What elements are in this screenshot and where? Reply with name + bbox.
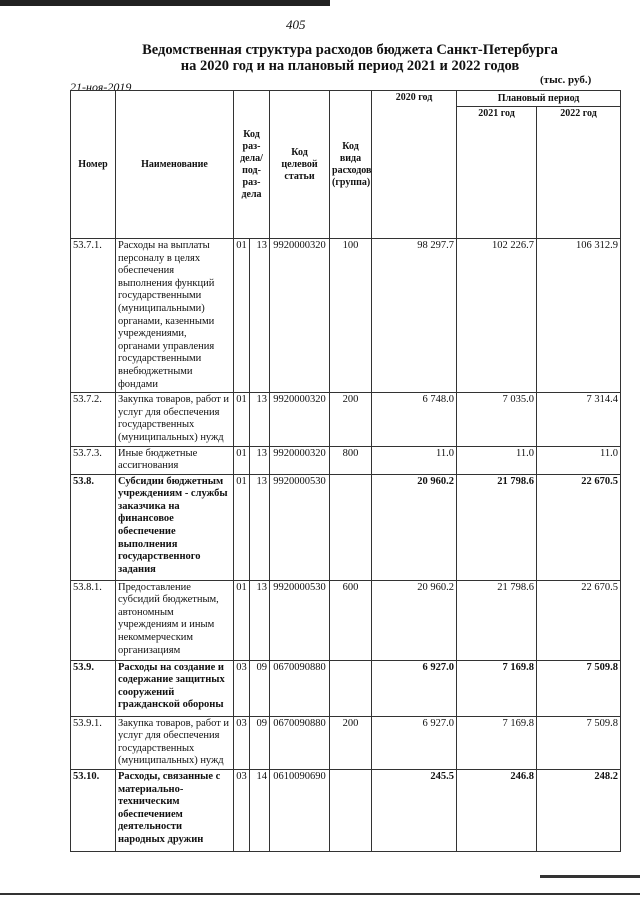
row-value-2020: 11.0 bbox=[372, 446, 457, 474]
row-expense-type-code: 200 bbox=[330, 716, 372, 769]
row-subsection-code: 09 bbox=[250, 660, 270, 716]
row-expense-type-code: 200 bbox=[330, 393, 372, 446]
row-value-2022: 7 509.8 bbox=[537, 716, 621, 769]
row-expense-type-code bbox=[330, 770, 372, 852]
row-value-2021: 21 798.6 bbox=[457, 580, 537, 660]
row-name: Иные бюджетные ассигнования bbox=[116, 446, 234, 474]
row-value-2022: 11.0 bbox=[537, 446, 621, 474]
row-value-2022: 248.2 bbox=[537, 770, 621, 852]
top-rule bbox=[0, 0, 330, 6]
row-expense-type-code: 800 bbox=[330, 446, 372, 474]
row-section-code: 03 bbox=[234, 716, 250, 769]
table-row bbox=[71, 393, 621, 446]
row-section-code: 01 bbox=[234, 580, 250, 660]
row-section-code: 01 bbox=[234, 239, 250, 393]
row-target-code: 0670090880 bbox=[270, 660, 330, 716]
row-value-2021: 246.8 bbox=[457, 770, 537, 852]
header-expense-type-code: Код вида расходов (группа) bbox=[330, 91, 372, 239]
row-number: 53.7.2. bbox=[71, 393, 116, 446]
row-value-2020: 6 927.0 bbox=[372, 660, 457, 716]
row-expense-type-code: 100 bbox=[330, 239, 372, 393]
row-value-2022: 7 509.8 bbox=[537, 660, 621, 716]
row-value-2021: 7 169.8 bbox=[457, 660, 537, 716]
row-value-2021: 21 798.6 bbox=[457, 474, 537, 580]
row-value-2022: 7 314.4 bbox=[537, 393, 621, 446]
header-year-2022: 2022 год bbox=[537, 107, 621, 239]
header-planned-period: Плановый период bbox=[457, 91, 621, 107]
budget-table bbox=[70, 90, 621, 852]
row-value-2020: 245.5 bbox=[372, 770, 457, 852]
row-number: 53.10. bbox=[71, 770, 116, 852]
table-row bbox=[71, 239, 621, 393]
row-number: 53.8.1. bbox=[71, 580, 116, 660]
row-subsection-code: 14 bbox=[250, 770, 270, 852]
table-row bbox=[71, 716, 621, 769]
row-value-2022: 22 670.5 bbox=[537, 474, 621, 580]
row-target-code: 0610090690 bbox=[270, 770, 330, 852]
row-expense-type-code bbox=[330, 660, 372, 716]
row-target-code: 9920000320 bbox=[270, 446, 330, 474]
row-target-code: 9920000530 bbox=[270, 474, 330, 580]
row-subsection-code: 09 bbox=[250, 716, 270, 769]
row-number: 53.8. bbox=[71, 474, 116, 580]
bottom-rule bbox=[0, 893, 640, 895]
row-number: 53.7.1. bbox=[71, 239, 116, 393]
row-expense-type-code bbox=[330, 474, 372, 580]
header-target-code: Код целевой статьи bbox=[270, 91, 330, 239]
row-value-2020: 6 748.0 bbox=[372, 393, 457, 446]
row-number: 53.9.1. bbox=[71, 716, 116, 769]
row-subsection-code: 13 bbox=[250, 474, 270, 580]
row-value-2021: 102 226.7 bbox=[457, 239, 537, 393]
row-name: Субсидии бюджетным учреждениям - службы заказчика на финансовое обеспечение выполнения государственного задания bbox=[116, 474, 234, 580]
header-number: Номер bbox=[71, 91, 116, 239]
row-target-code: 9920000320 bbox=[270, 239, 330, 393]
row-name: Закупка товаров, работ и услуг для обеспечения государственных (муниципальных) нужд bbox=[116, 393, 234, 446]
header-year-2020: 2020 год bbox=[372, 91, 457, 239]
row-subsection-code: 13 bbox=[250, 446, 270, 474]
bottom-rule-short bbox=[540, 875, 640, 878]
row-name: Расходы на выплаты персоналу в целях обеспечения выполнения функций государственными (муниципальными) органами, казенными учреждениями, органами управления государственными внебюджетными фондами bbox=[116, 239, 234, 393]
row-subsection-code: 13 bbox=[250, 580, 270, 660]
row-target-code: 9920000320 bbox=[270, 393, 330, 446]
row-value-2020: 6 927.0 bbox=[372, 716, 457, 769]
row-subsection-code: 13 bbox=[250, 239, 270, 393]
row-section-code: 03 bbox=[234, 770, 250, 852]
row-name: Расходы на создание и содержание защитных сооружений гражданской обороны bbox=[116, 660, 234, 716]
row-target-code: 9920000530 bbox=[270, 580, 330, 660]
row-name: Расходы, связанные с материально-техническим обеспечением деятельности народных дружин bbox=[116, 770, 234, 852]
header-name: Наименование bbox=[116, 91, 234, 239]
page-number: 405 bbox=[286, 17, 306, 32]
header-year-2021: 2021 год bbox=[457, 107, 537, 239]
table-row bbox=[71, 580, 621, 660]
row-value-2022: 106 312.9 bbox=[537, 239, 621, 393]
row-subsection-code: 13 bbox=[250, 393, 270, 446]
row-expense-type-code: 600 bbox=[330, 580, 372, 660]
table-row bbox=[71, 474, 621, 580]
row-name: Предоставление субсидий бюджетным, автономным учреждениям и иным некоммерческим организациям bbox=[116, 580, 234, 660]
document-title-line1: Ведомственная структура расходов бюджета Санкт-Петербурга bbox=[142, 42, 558, 58]
row-target-code: 0670090880 bbox=[270, 716, 330, 769]
document-date: 21-ноя-2019 bbox=[70, 80, 132, 94]
row-value-2020: 20 960.2 bbox=[372, 474, 457, 580]
units-label: (тыс. руб.) bbox=[540, 74, 592, 86]
table-row bbox=[71, 770, 621, 852]
table-row bbox=[71, 660, 621, 716]
row-section-code: 01 bbox=[234, 446, 250, 474]
row-number: 53.7.3. bbox=[71, 446, 116, 474]
row-section-code: 01 bbox=[234, 393, 250, 446]
row-value-2022: 22 670.5 bbox=[537, 580, 621, 660]
row-section-code: 03 bbox=[234, 660, 250, 716]
row-name: Закупка товаров, работ и услуг для обеспечения государственных (муниципальных) нужд bbox=[116, 716, 234, 769]
row-number: 53.9. bbox=[71, 660, 116, 716]
row-value-2021: 7 169.8 bbox=[457, 716, 537, 769]
row-section-code: 01 bbox=[234, 474, 250, 580]
row-value-2020: 98 297.7 bbox=[372, 239, 457, 393]
row-value-2021: 11.0 bbox=[457, 446, 537, 474]
header-section-code: Код раз-дела/ под-раз-дела bbox=[234, 91, 270, 239]
table-row bbox=[71, 446, 621, 474]
row-value-2020: 20 960.2 bbox=[372, 580, 457, 660]
row-value-2021: 7 035.0 bbox=[457, 393, 537, 446]
document-title-line2: на 2020 год и на плановый период 2021 и 2022 годов bbox=[180, 58, 520, 74]
